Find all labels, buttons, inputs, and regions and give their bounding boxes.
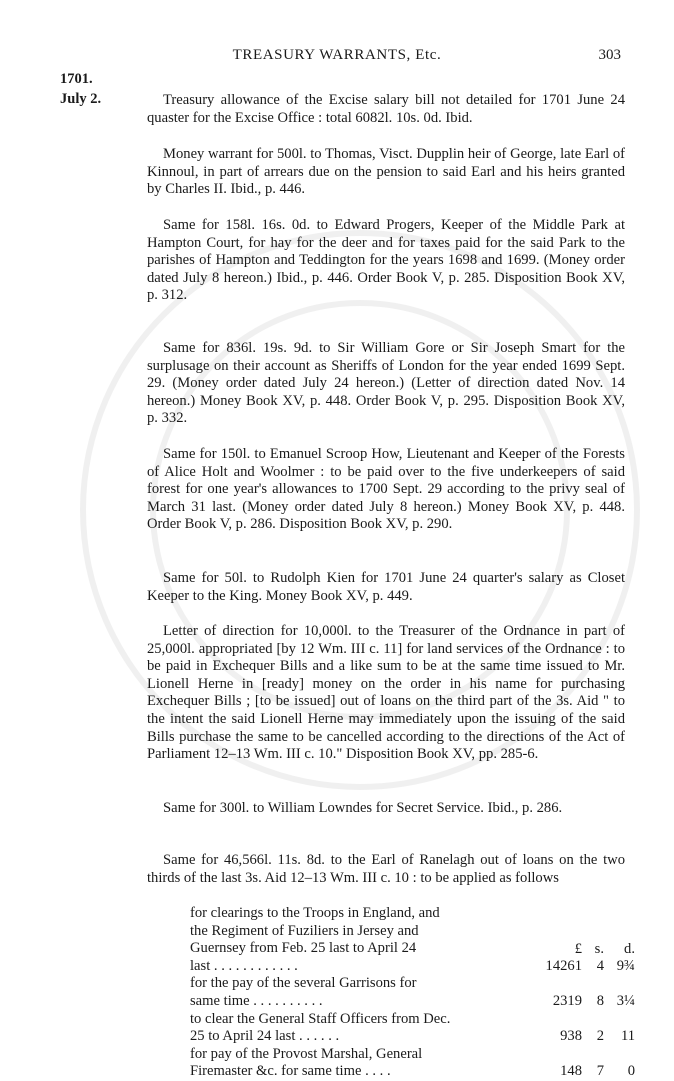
entry-paragraph — [147, 340, 625, 428]
pence-value: 3¼ — [616, 992, 635, 1009]
shillings-value: 2 — [596, 1028, 604, 1045]
header-pence: d. — [624, 941, 635, 957]
pounds-value: 2319 — [552, 992, 582, 1009]
row-desc-line: Firemaster &c. for same time . . . . — [190, 1063, 391, 1080]
pounds-value: 14261 — [545, 957, 582, 974]
row-desc-line: for the pay of the several Garrisons for — [190, 975, 417, 992]
shillings-value: 8 — [596, 992, 604, 1009]
pence-value: 9¾ — [616, 957, 635, 974]
entry-paragraph — [147, 852, 625, 887]
row-desc-line: 25 to April 24 last . . . . . . — [190, 1028, 340, 1045]
entry-text: Same for 158l. 16s. 0d. to Edward Progers, Keeper of the Middle Park at Hampton Court, for hay for the deer and for taxes paid for the said Park to the parishes of Hampton and Teddington for the years 1698 and 1699. (Money order dated July 8 hereon.) Ibid., p. 446. Order Book V, p. 285. Disposition Book XV, p. 312. — [147, 217, 625, 304]
entry-paragraph — [147, 92, 625, 127]
row-desc-line: same time . . . . . . . . . . — [190, 992, 323, 1009]
running-header-title: TREASURY WARRANTS, Etc. — [232, 47, 442, 63]
row-desc-line: for pay of the Provost Marshal, General — [190, 1045, 423, 1062]
margin-date: July 2. — [60, 91, 102, 107]
entry-text: Same for 46,566l. 11s. 8d. to the Earl of Ranelagh out of loans on the two thirds of the last 3s. Aid 12–13 Wm. III c. 10 : to be applied as follows — [147, 852, 625, 886]
row-desc-line: last . . . . . . . . . . . . — [190, 957, 298, 974]
shillings-value: 4 — [596, 957, 604, 974]
pounds-value: 938 — [560, 1028, 582, 1045]
entry-text: Money warrant for 500l. to Thomas, Visct. Dupplin heir of George, late Earl of Kinnoul, in part of arrears due on the pension to said Earl and his heirs granted by Charles II. Ibid., p. 446. — [147, 146, 625, 198]
entry-paragraph — [147, 446, 625, 534]
entry-text: Treasury allowance of the Excise salary bill not detailed for 1701 June 24 quaster for the Excise Office : total 6082l. 10s. 0d. Ibid. — [147, 92, 625, 126]
header-shillings: s. — [594, 941, 604, 957]
pence-value: 11 — [620, 1028, 635, 1045]
entry-text: Same for 150l. to Emanuel Scroop How, Lieutenant and Keeper of the Forests of Alice Holt and Woolmer : to be paid over to the five underkeepers of said forest for one year's allowances to 1700 Sept. 29 according to the privy seal of March 31 last. (Money order dated July 8 hereon.) Money Book XV, p. 448. Order Book V, p. 286. Disposition Book XV, p. 290. — [147, 446, 625, 533]
entry-paragraph — [147, 800, 625, 818]
table-row — [190, 905, 635, 975]
entry-paragraph — [147, 146, 625, 199]
table-row — [190, 975, 635, 1010]
page-number: 303 — [598, 47, 621, 63]
entry-text: Same for 836l. 19s. 9d. to Sir William Gore or Sir Joseph Smart for the surplusage on their account as Sheriffs of London for the year ended 1699 Sept. 29. (Money order dated July 24 hereon.) (Letter of direction dated Nov. 14 hereon.) Money Book XV, p. 448. Order Book V, p. 295. Disposition Book XV, p. 332. — [147, 340, 625, 427]
shillings-value: 7 — [596, 1063, 604, 1080]
entry-text: Letter of direction for 10,000l. to the Treasurer of the Ordnance in part of 25,000l. appropriated [by 12 Wm. III c. 11] for land services of the Ordnance : to be paid in Exchequer Bills and a like sum to be at the same time issued to Mr. Lionell Herne in [ready] money on the order in his name for purchasing Exchequer Bills ; [to be issued] out of loans on the third part of the 3s. Aid " to the intent the said Lionell Herne may immediately upon the issuing of the said Bills purchase the same to be cancelled according to the directions of the Act of Parliament 12–13 Wm. III c. 10." Disposition Book XV, pp. 285-6. — [147, 623, 625, 763]
entry-paragraph — [147, 570, 625, 605]
row-desc-line: for clearings to the Troops in England, and — [190, 905, 440, 921]
entry-text: Same for 50l. to Rudolph Kien for 1701 June 24 quarter's salary as Closet Keeper to the King. Money Book XV, p. 449. — [147, 570, 625, 604]
row-desc-line: Guernsey from Feb. 25 last to April 24 — [190, 940, 417, 957]
header-pounds: £ — [574, 941, 582, 957]
table-row — [190, 1046, 635, 1081]
row-desc-line: to clear the General Staff Officers from Dec. — [190, 1010, 451, 1027]
row-desc-line: the Regiment of Fuziliers in Jersey and — [190, 922, 419, 939]
allocation-table — [190, 905, 635, 1081]
table-row — [190, 1011, 635, 1046]
entry-paragraph — [147, 623, 625, 764]
entry-paragraph — [147, 217, 625, 305]
margin-year: 1701. — [60, 71, 93, 87]
pence-value: 0 — [627, 1063, 635, 1080]
pounds-value: 148 — [560, 1063, 582, 1080]
entry-text: Same for 300l. to William Lowndes for Secret Service. Ibid., p. 286. — [163, 800, 563, 816]
